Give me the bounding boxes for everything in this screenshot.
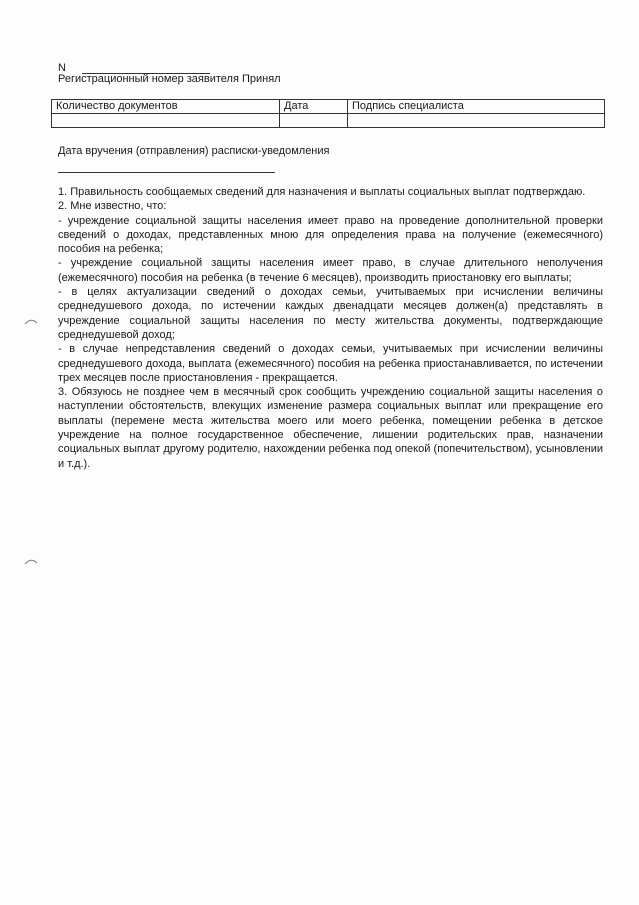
number-label: N [58,62,66,74]
paragraph-confirmation: 1. Правильность сообщаемых сведений для назначения и выплаты социальных выплат подтверждаю. [58,186,586,198]
cell-specialist-signature [348,114,605,128]
registration-table [51,99,605,128]
delivery-date-blank-field [58,172,275,173]
header-specialist-signature: Подпись специалиста [348,100,605,114]
paragraph-known-intro: 2. Мне известно, что: [58,200,167,213]
table-header-row [52,100,605,114]
cell-documents-count [52,114,280,128]
header-date: Дата [280,100,348,114]
paragraph-non-submission: - в случае непредставления сведений о доходах семьи, учитываемых при исчислении величины среднедушевого дохода, выплата (ежемесячного) пособия на ребенка приостанавливается, по истечении трех месяцев после приостановления - прекращается. [58,343,603,384]
cell-date [280,114,348,128]
paragraph-income-update: - в целях актуализации сведений о доходах семьи, учитываемых при исчислении величины среднедушевого дохода, по истечении каждых двенадцати месяцев должен(а) представлять в учреждение социальной защиты населения по месту жительства документы, подтверждающие среднедушевой доход; [58,286,603,341]
delivery-date-label: Дата вручения (отправления) расписки-уведомления [58,145,330,157]
paragraph-verification-right: - учреждение социальной защиты населения имеет право на проведение дополнительной проверки сведений о доходах, представленных мною для определения права на получение (ежемесячного) пособия на ребенка; [58,214,603,256]
paragraph-obligation: 3. Обязуюсь не позднее чем в месячный срок сообщить учреждению социальной защиты населения о наступлении обстоятельств, влекущих изменение размера социальных выплат или прекращение его выплаты (перемене места жительства моего или моего ребенка, помещении ребенка в детское учреждение на полное государственное обеспечение, лишении родительских прав, назначении социальных выплат другому родителю, нахождении ребенка под опекой (попечительством), усыновлении и т.д.). [58,386,603,470]
declaration-text [58,185,603,471]
header-documents-count: Количество документов [52,100,280,114]
hole-punch-mark [24,557,38,565]
table-row [52,114,605,128]
hole-punch-mark [24,317,38,325]
registration-line: Регистрационный номер заявителя Принял [58,73,281,85]
paragraph-suspension-right: - учреждение социальной защиты населения имеет право, в случае длительного неполучения (ежемесячного) пособия на ребенка (в течение 6 месяцев), производить приостановку его выплаты; [58,257,603,284]
